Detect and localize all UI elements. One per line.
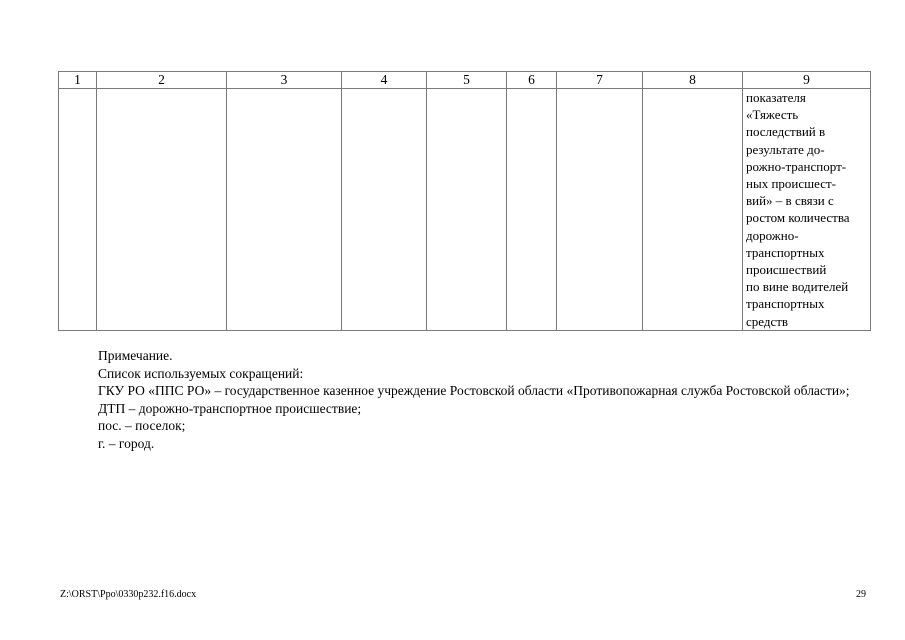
cell-line: последствий в — [746, 124, 826, 140]
cell-line: вий» – в связи с — [746, 193, 834, 209]
cell-line: транспортных — [746, 296, 825, 312]
cell-line: происшествий — [746, 262, 827, 278]
table-cell — [507, 89, 557, 331]
table-cell — [97, 89, 227, 331]
column-header-5: 5 — [427, 72, 507, 89]
abbreviation-item: г. – город. — [98, 435, 155, 451]
column-header-4: 4 — [342, 72, 427, 89]
table-cell — [427, 89, 507, 331]
cell-line: рожно-транспорт- — [746, 158, 847, 174]
page-number: 29 — [856, 589, 866, 600]
cell-line: ных происшест- — [746, 176, 837, 192]
column-header-1: 1 — [59, 72, 97, 89]
table-cell — [227, 89, 342, 331]
header-row — [59, 72, 871, 89]
cell-line: по вине водителей — [746, 279, 849, 295]
column-header-7: 7 — [557, 72, 643, 89]
data-table — [58, 71, 871, 331]
column-header-2: 2 — [97, 72, 227, 89]
cell-line: «Тяжесть — [746, 107, 799, 123]
column-header-6: 6 — [507, 72, 557, 89]
table-cell — [557, 89, 643, 331]
column-header-3: 3 — [227, 72, 342, 89]
notes-section — [60, 347, 868, 452]
note-title: Примечание. — [98, 348, 173, 363]
table-row — [59, 89, 871, 331]
cell-line: показателя — [746, 90, 806, 105]
cell-line: ростом количества — [746, 210, 850, 226]
table-cell — [643, 89, 743, 331]
table-cell-col9 — [743, 89, 871, 331]
footer-file-path: Z:\ORST\Ppo\0330p232.f16.docx — [60, 589, 197, 600]
cell-line: результате до- — [746, 141, 825, 157]
abbreviation-item: ДТП – дорожно-транспортное происшествие; — [98, 400, 362, 416]
cell-line: средств — [746, 313, 789, 329]
cell-line: транспортных — [746, 244, 825, 260]
abbreviation-item: ГКУ РО «ППС РО» – государственное казенное учреждение Ростовской области «Противопожарная служба Ростовской области»; — [98, 383, 850, 398]
abbreviations-title: Список используемых сокращений: — [98, 365, 304, 381]
abbreviation-item: пос. – поселок; — [98, 418, 186, 433]
table-cell — [59, 89, 97, 331]
table-cell — [342, 89, 427, 331]
column-header-8: 8 — [643, 72, 743, 89]
column-header-9: 9 — [743, 72, 871, 89]
cell-line: дорожно- — [746, 227, 799, 243]
